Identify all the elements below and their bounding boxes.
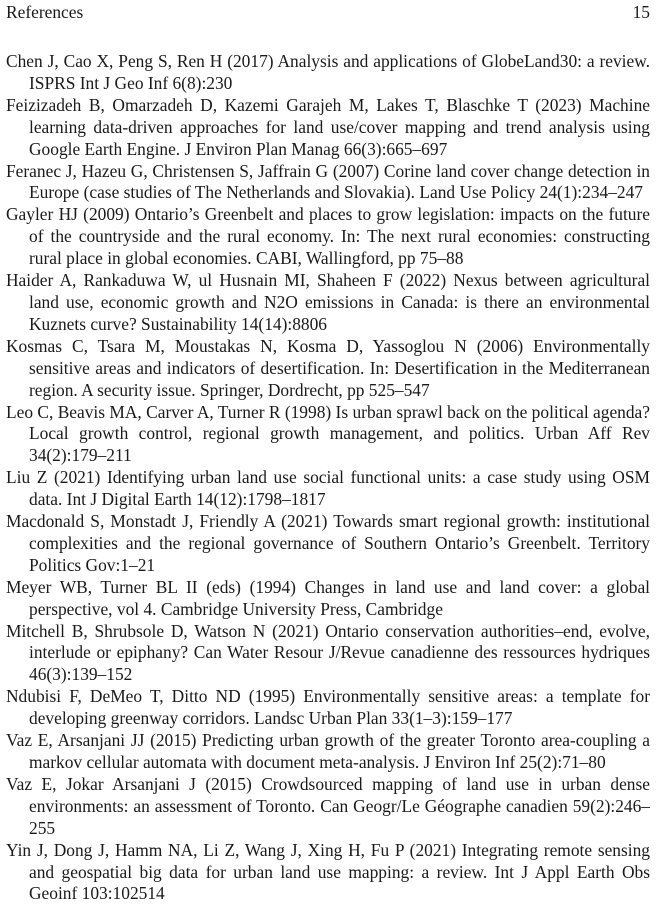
reference-entry: Vaz E, Jokar Arsanjani J (2015) Crowdsourced mapping of land use in urban dense environments: an assessment of Toronto. Can Geogr/Le Géographe canadien 59(2):246–255 [6,773,650,838]
reference-entry: Ndubisi F, DeMeo T, Ditto ND (1995) Environmentally sensitive areas: a template for developing greenway corridors. Landsc Urban Plan 33(1–3):159–177 [6,686,650,729]
running-head [6,0,650,24]
reference-entry: Haider A, Rankaduwa W, ul Husnain MI, Shaheen F (2022) Nexus between agricultural land use, economic growth and N2O emissions in Canada: is there an environmental Kuznets curve? Sustainability 14(14):8806 [6,270,650,334]
section-title: References [6,2,84,22]
reference-entry: Macdonald S, Monstadt J, Friendly A (2021) Towards smart regional growth: institutional complexities and the regional governance of Southern Ontario’s Greenbelt. Territory Politics Gov:1–21 [6,511,650,575]
reference-entry: Gayler HJ (2009) Ontario’s Greenbelt and places to grow legislation: impacts on the future of the countryside and the rural economy. In: The next rural economies: constructing rural place in global economies. CABI, Wallingford, pp 75–88 [6,204,650,269]
reference-list [6,51,650,905]
reference-entry: Liu Z (2021) Identifying urban land use social functional units: a case study using OSM data. Int J Digital Earth 14(12):1798–1817 [6,467,650,510]
reference-entry: Chen J, Cao X, Peng S, Ren H (2017) Analysis and applications of GlobeLand30: a review. ISPRS Int J Geo Inf 6(8):230 [6,51,650,93]
reference-entry: Kosmas C, Tsara M, Moustakas N, Kosma D, Yassoglou N (2006) Environmentally sensitive areas and indicators of desertification. In: Desertification in the Mediterranean region. A security issue. Springer, Dordrecht, pp 525–547 [6,335,650,400]
reference-entry: Mitchell B, Shrubsole D, Watson N (2021) Ontario conservation authorities–end, evolve, interlude or epiphany? Can Water Resour J/Revue canadienne des ressources hydriques 46(3):139–152 [6,620,650,685]
reference-entry: Meyer WB, Turner BL II (eds) (1994) Changes in land use and land cover: a global perspective, vol 4. Cambridge University Press, Cambridge [6,576,650,619]
reference-entry: Leo C, Beavis MA, Carver A, Turner R (1998) Is urban sprawl back on the political agenda? Local growth control, regional growth management, and politics. Urban Aff Rev 34(2):179–211 [6,401,650,466]
page-number: 15 [632,2,650,22]
reference-entry: Yin J, Dong J, Hamm NA, Li Z, Wang J, Xing H, Fu P (2021) Integrating remote sensing and geospatial big data for urban land use mapping: a review. Int J Appl Earth Obs Geoinf 103:102514 [6,839,650,904]
reference-entry: Vaz E, Arsanjani JJ (2015) Predicting urban growth of the greater Toronto area-coupling a markov cellular automata with document meta-analysis. J Environ Inf 25(2):71–80 [6,730,650,772]
reference-entry: Feranec J, Hazeu G, Christensen S, Jaffrain G (2007) Corine land cover change detection in Europe (case studies of The Netherlands and Slovakia). Land Use Policy 24(1):234–247 [6,160,650,203]
reference-entry: Feizizadeh B, Omarzadeh D, Kazemi Garajeh M, Lakes T, Blaschke T (2023) Machine learning data-driven approaches for land use/cover mapping and trend analysis using Google Earth Engine. J Environ Plan Manag 66(3):665–697 [6,94,650,159]
